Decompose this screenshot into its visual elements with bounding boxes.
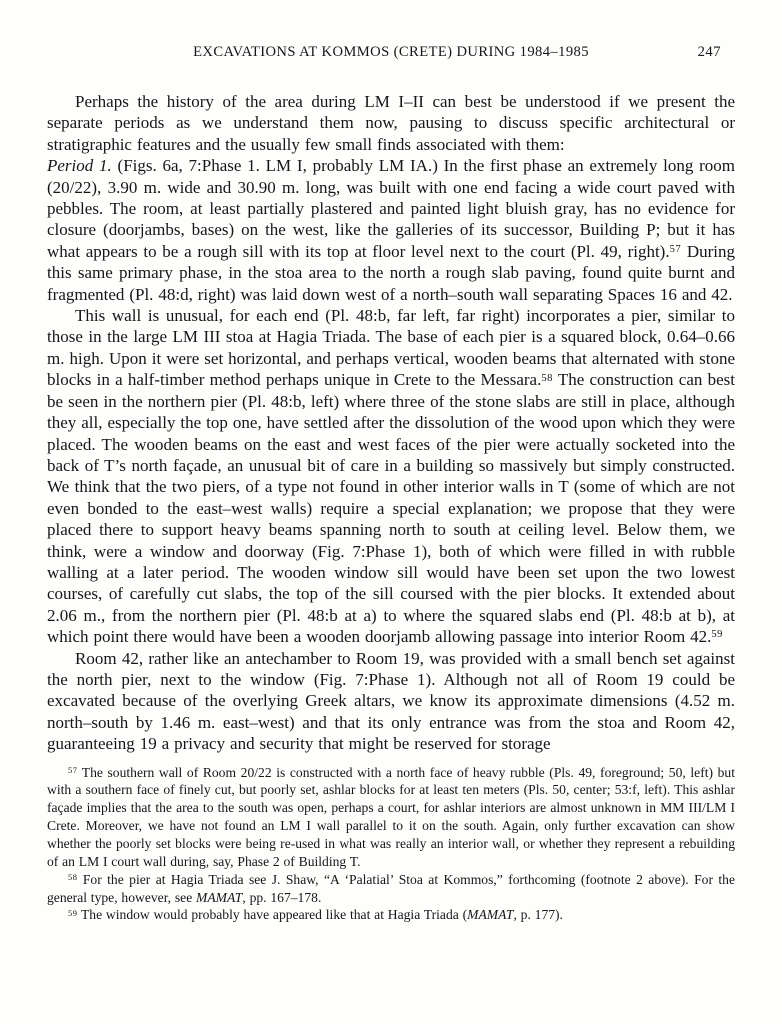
footnotes-section [47,764,735,925]
footnote-58-text-a: For the pier at Hagia Triada see J. Shaw, “A ‘Palatial’ Stoa at Kommos,” forthcoming (footnote 2 above). For the general type, however, see [47,871,735,905]
paragraph-period-1 [47,155,735,305]
wall-piers-text-a: This wall is unusual, for each end (Pl. 48:b, far left, far right) incorporates a pier, similar to those in the large LM III stoa at Hagia Triada. The base of each pier is a squared block, 0.64–0.66 m. high. Upon it were set horizontal, and perhaps vertical, wooden beams that alternated with stone blocks in a half-timber method perhaps unique in Crete to the Messara. [47,306,735,390]
footnote-ref-59: 59 [711,629,723,641]
paragraph-intro [47,91,735,155]
footnote-57 [47,764,735,871]
footnote-59-marker: 59 [68,907,78,918]
page-header-title: EXCAVATIONS AT KOMMOS (CRETE) DURING 1984–1985 [193,44,589,60]
paragraph-room-42 [47,648,735,755]
footnote-59-text-b: , p. 177). [513,907,563,923]
page-number: 247 [697,44,721,60]
room-42-text: Room 42, rather like an antechamber to Room 19, was provided with a small bench set against the north pier, next to the window (Fig. 7:Phase 1). Although not all of Room 19 could be excavated because of the overlying Greek altars, we know its approximate dimensions (4.52 m. north–south by 1.46 m. east–west) and that its only entrance was from the stoa and Room 42, guaranteeing 19 a privacy and security that might be reserved for storage [47,648,735,754]
period-1-text-b: During this same primary phase, in the stoa area to the north a rough slab paving, found quite burnt and fragmented (Pl. 48:d, right) was laid down west of a north–south wall separating Spaces 16 and 42. [47,241,736,304]
period-1-text-a: (Figs. 6a, 7:Phase 1. LM I, probably LM IA.) In the first phase an extremely long room (20/22), 3.90 m. wide and 30.90 m. long, was built with one end facing a wide court paved with pebbles. The room, at least partially plastered and painted light bluish gray, has no evidence for closure (doorjambs, bases) on the west, like the galleries of its successor, Building P; but it has what appears to be a rough sill with its top at floor level next to the court (Pl. 49, right). [47,156,736,261]
footnote-ref-58: 58 [541,372,553,384]
paragraph-intro-text: Perhaps the history of the area during LM I–II can best be understood if we present the separate periods as we understand them now, pausing to discuss specific architectural or stratigraphic features and the usually few small finds associated with them: [47,92,735,154]
footnote-59-mamat-title: MAMAT [467,907,514,923]
footnote-58-text-b: , pp. 167–178. [242,889,322,905]
period-1-label: Period 1. [47,156,112,176]
body-text [47,91,735,755]
footnote-58-mamat-title: MAMAT [196,889,243,905]
footnote-58 [47,871,735,907]
paragraph-wall-piers [47,305,735,648]
footnote-59 [47,906,735,924]
running-head [47,44,735,62]
footnote-ref-57: 57 [669,244,682,256]
footnote-58-marker: 58 [68,872,78,883]
footnote-59-text-a: The window would probably have appeared like that at Hagia Triada ( [77,907,468,923]
footnote-57-marker: 57 [68,765,78,776]
wall-piers-text-b: The construction can best be seen in the northern pier (Pl. 48:b, left) where three of the stone slabs are still in place, although they all, especially the top one, have settled after the dissolution of the wood upon which they were placed. The wooden beams on the east and west faces of the pier were actually socketed into the back of T’s north façade, an unusual bit of care in a building so massively but simply constructed. We think that the two piers, of a type not found in other interior walls in T (some of which are not even bonded to the east–west walls) require a special explanation; we propose that they were placed there to support heavy beams spanning north to south at ceiling level. Below them, we think, were a window and doorway (Fig. 7:Phase 1), both of which were filled in with rubble walling at a later period. The wooden window sill would have been set upon the two lowest courses, of carefully cut slabs, the top of the sill coursed with the pier blocks. It extended about 2.06 m., from the northern pier (Pl. 48:b at a) to where the squared slabs end (Pl. 48:b at b), at which point there would have been a wooden doorjamb allowing passage into interior Room 42. [47,370,735,647]
footnote-57-text: The southern wall of Room 20/22 is constructed with a north face of heavy rubble (Pls. 49, foreground; 50, left) but with a southern face of finely cut, but poorly set, ashlar blocks for at least ten meters (Pls. 50, center; 53:f, left). This ashlar façade implies that the area to the south was open, perhaps a court, for ashlar interiors are almost unknown in MM III/LM I Crete. Moreover, we have not found an LM I wall parallel to it on the south. Again, only further excavation can show whether the poorly set blocks were being re-used in what was really an interior wall, or whether they represent a rebuilding of an LM I court wall during, say, Phase 2 of Building T. [47,764,735,869]
